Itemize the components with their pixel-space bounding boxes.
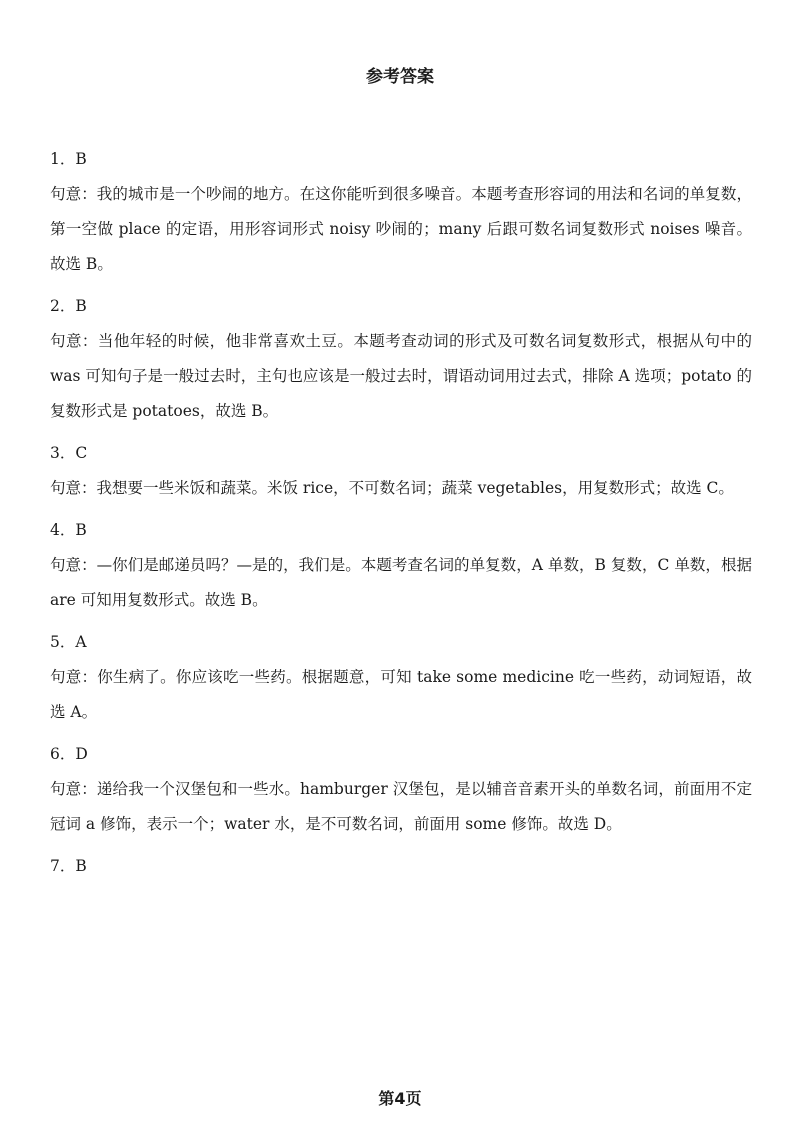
question-number: 1．B	[50, 150, 87, 168]
answer-item	[50, 849, 752, 884]
answer-item	[50, 737, 752, 842]
answer-explanation: 句意：我想要一些米饭和蔬菜。米饭 rice，不可数名词；蔬菜 vegetables，用复数形式；故选 C。	[50, 479, 734, 497]
answer-explanation: 句意：递给我一个汉堡包和一些水。hamburger 汉堡包，是以辅音音素开头的单数名词，前面用不定冠词 a 修饰，表示一个；water 水，是不可数名词，前面用 some 修饰。故选 D。	[50, 780, 752, 833]
answer-list	[50, 142, 752, 884]
question-number: 4．B	[50, 521, 87, 539]
answer-item	[50, 142, 752, 282]
question-number: 7．B	[50, 857, 87, 875]
answer-item	[50, 289, 752, 429]
answer-explanation: 句意：你生病了。你应该吃一些药。根据题意，可知 take some medicine 吃一些药，动词短语，故选 A。	[50, 668, 752, 721]
question-number: 6．D	[50, 745, 88, 763]
page-title: 参考答案	[366, 67, 434, 87]
question-number: 2．B	[50, 297, 87, 315]
answer-explanation: 句意：当他年轻的时候，他非常喜欢土豆。本题考查动词的形式及可数名词复数形式，根据从句中的 was 可知句子是一般过去时，主句也应该是一般过去时，谓语动词用过去式，排除 A 选项；potato 的复数形式是 potatoes，故选 B。	[50, 332, 752, 420]
page-number: 第4页	[378, 1089, 422, 1108]
answer-explanation: 句意：我的城市是一个吵闹的地方。在这你能听到很多噪音。本题考查形容词的用法和名词的单复数，第一空做 place 的定语，用形容词形式 noisy 吵闹的；many 后跟可数名词复数形式 noises 噪音。故选 B。	[50, 185, 752, 273]
answer-item	[50, 625, 752, 730]
question-number: 5．A	[50, 633, 87, 651]
answer-item	[50, 513, 752, 618]
answer-explanation: 句意：—你们是邮递员吗？—是的，我们是。本题考查名词的单复数，A 单数，B 复数，C 单数，根据 are 可知用复数形式。故选 B。	[50, 556, 752, 609]
answer-item	[50, 436, 752, 506]
question-number: 3．C	[50, 444, 88, 462]
